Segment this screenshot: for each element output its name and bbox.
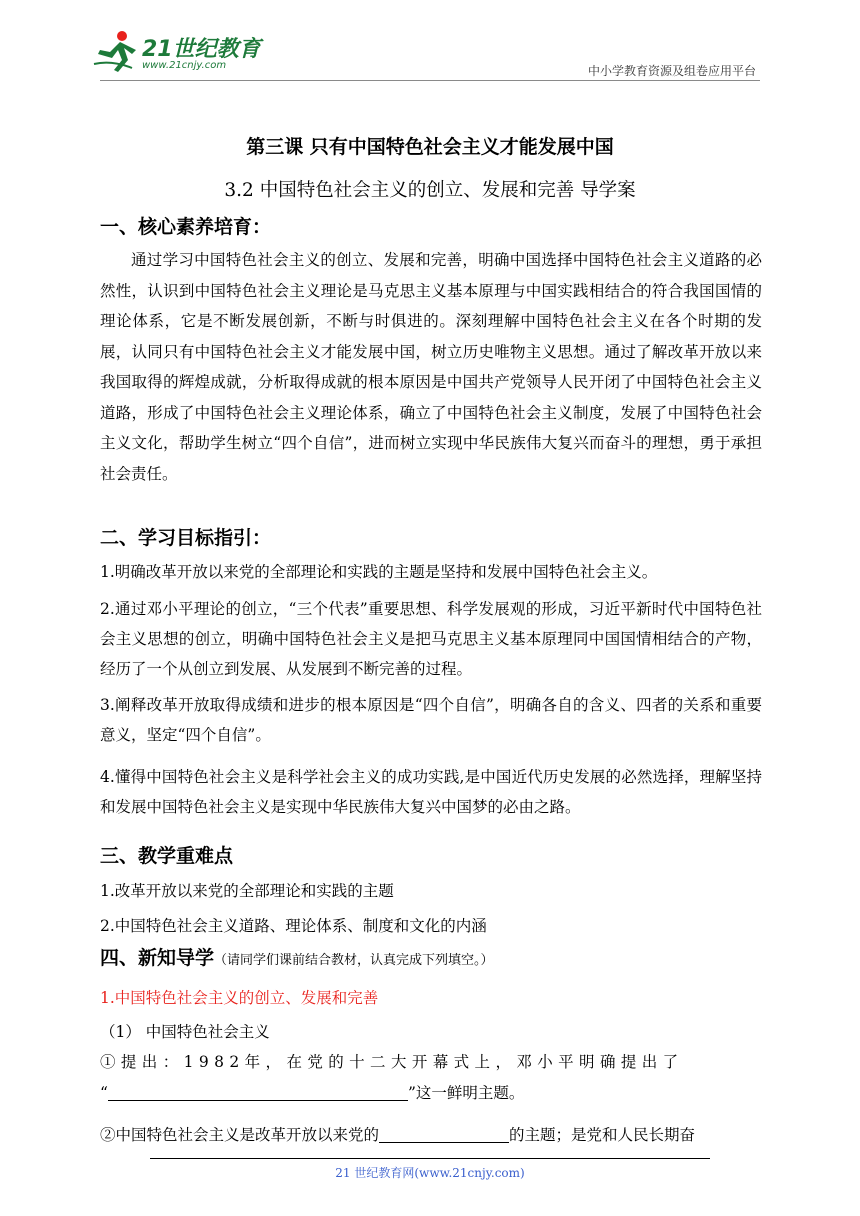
goal-item-2: 2.通过邓小平理论的创立，“三个代表”重要思想、科学发展观的形成，习近平新时代中国特色社会主义思想的创立，明确中国特色社会主义是把马克思主义基本原理同中国国情相结合的产物，经历了一个从创立到发展、从发展到不断完善的过程。 bbox=[100, 600, 762, 678]
question-2-line bbox=[100, 1120, 762, 1150]
section4-heading-text: 四、新知导学 bbox=[100, 947, 215, 969]
logo-text: 21世纪教育 bbox=[142, 37, 261, 62]
page-title: 第三课 只有中国特色社会主义才能发展中国 bbox=[246, 136, 614, 158]
section1-paragraph: 通过学习中国特色社会主义的创立、发展和完善，明确中国选择中国特色社会主义道路的必然性，认识到中国特色社会主义理论是马克思主义基本原理与中国实践相结合的符合我国国情的理论体系，它是不断发展创新，不断与时俱进的。深刻理解中国特色社会主义在各个时期的发展，认同只有中国特色社会主义才能发展中国，树立历史唯物主义思想。通过了解改革开放以来我国取得的辉煌成就，分析取得成就的根本原因是中国共产党领导人民开闭了中国特色社会主义道路，形成了中国特色社会主义理论体系，确立了中国特色社会主义制度，发展了中国特色社会主义文化，帮助学生树立“四个自信”，进而树立实现中华民族伟大复兴而奋斗的理想，勇于承担社会责任。 bbox=[100, 251, 762, 483]
question-2-suffix: 的主题；是党和人民长期奋 bbox=[509, 1126, 696, 1144]
goal-item-1: 1.明确改革开放以来党的全部理论和实践的主题是坚持和发展中国特色社会主义。 bbox=[100, 563, 658, 581]
goal-item-4: 4.懂得中国特色社会主义是科学社会主义的成功实践,是中国近代历史发展的必然选择，理解坚持和发展中国特色社会主义是实现中华民族伟大复兴中国梦的必由之路。 bbox=[100, 768, 762, 816]
header-divider bbox=[100, 80, 760, 81]
page-header bbox=[0, 0, 860, 90]
question-1-open-quote: “ bbox=[100, 1084, 108, 1102]
section4-note: （请同学们课前结合教材，认真完成下列填空。） bbox=[214, 953, 494, 968]
question-2-prefix: ②中国特色社会主义是改革开放以来党的 bbox=[100, 1126, 380, 1144]
question-1-blank[interactable] bbox=[108, 1082, 408, 1101]
logo bbox=[92, 30, 262, 80]
keypoint-item-1: 1.改革开放以来党的全部理论和实践的主题 bbox=[100, 882, 394, 900]
question-1-close: ”这一鲜明主题。 bbox=[407, 1084, 525, 1102]
section2-heading: 二、学习目标指引： bbox=[100, 527, 272, 549]
footer-text: 21 世纪教育网(www.21cnjy.com) bbox=[335, 1166, 525, 1180]
keypoint-item-2: 2.中国特色社会主义道路、理论体系、制度和文化的内涵 bbox=[100, 917, 487, 935]
runner-logo-icon bbox=[92, 30, 140, 74]
goal-item-3: 3.阐释改革开放取得成绩和进步的根本原因是“四个自信”，明确各自的含义、四者的关系和重要意义，坚定“四个自信”。 bbox=[100, 696, 762, 744]
question-1-line2 bbox=[100, 1078, 762, 1108]
page-subtitle: 3.2 中国特色社会主义的创立、发展和完善 导学案 bbox=[224, 180, 636, 201]
section4-red-title: 1.中国特色社会主义的创立、发展和完善 bbox=[100, 989, 379, 1007]
logo-url: www.21cnjy.com bbox=[142, 60, 227, 71]
section3-heading: 三、教学重难点 bbox=[100, 845, 234, 867]
footer-divider bbox=[150, 1158, 710, 1159]
question-2-blank[interactable] bbox=[379, 1124, 509, 1143]
section1-heading: 一、核心素养培育： bbox=[100, 216, 272, 238]
header-platform-text: 中小学教育资源及组卷应用平台 bbox=[587, 64, 756, 78]
section4-heading bbox=[100, 943, 494, 970]
section4-sub-title: （1） 中国特色社会主义 bbox=[100, 1023, 270, 1041]
question-1-line1: ①提出：1982年，在党的十二大开幕式上，邓小平明确提出了 bbox=[100, 1053, 684, 1071]
